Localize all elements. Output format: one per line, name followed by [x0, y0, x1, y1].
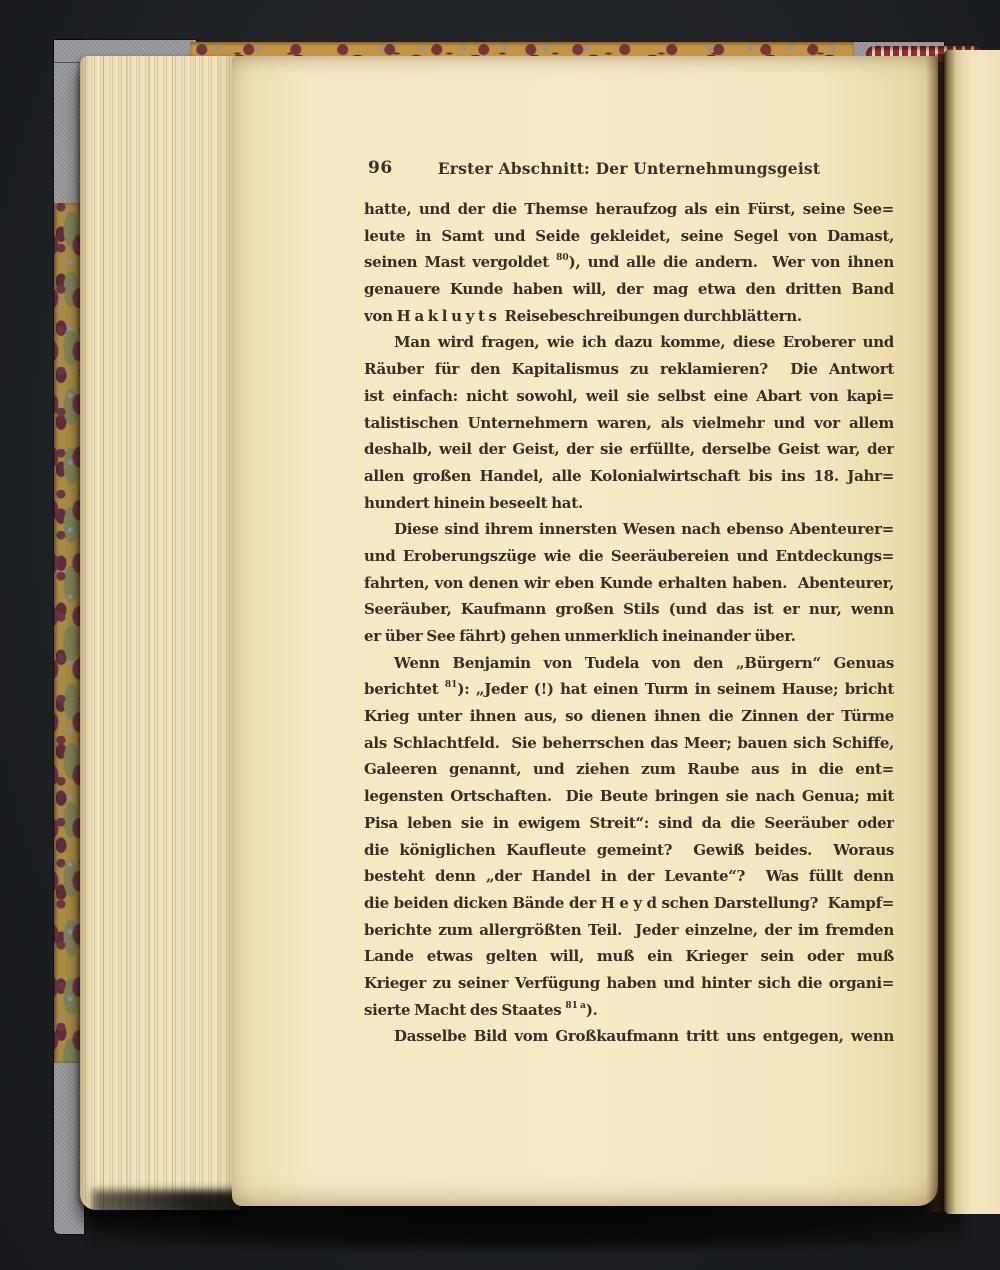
- text-line: Krieg unter ihnen aus, so dienen ihnen die Zinnen der Türme: [364, 707, 894, 726]
- page-edge-fan: [80, 56, 240, 1210]
- text-line: berichtet $^{81}$): „Jeder (!) hat einen Turm in seinem Hause; bricht: [364, 680, 894, 699]
- book-page: [232, 56, 938, 1206]
- text-line: die beiden dicken Bände der H e y d schen Darstellung? Kampf=: [364, 893, 894, 912]
- text-line: Krieger zu seiner Verfügung haben und hinter sich die organi=: [364, 973, 894, 992]
- text-line: genauere Kunde haben will, der mag etwa den dritten Band: [364, 280, 894, 299]
- text-line: fahrten, von denen wir eben Kunde erhalten haben. Abenteurer,: [364, 573, 894, 592]
- text-line: allen großen Handel, alle Kolonialwirtschaft bis ins 18. Jahr=: [364, 466, 894, 485]
- text-line: hundert hinein beseelt hat.: [364, 493, 583, 512]
- text-line: Diese sind ihrem innersten Wesen nach ebenso Abenteurer=: [394, 520, 894, 539]
- text-line: Wenn Benjamin von Tudela von den „Bürgern“ Genuas: [394, 653, 894, 672]
- text-line: und Eroberungszüge wie die Seeräubereien und Entdeckungs=: [364, 546, 894, 565]
- text-line: talistischen Unternehmern waren, als vielmehr und vor allem: [364, 413, 894, 432]
- text-line: Dasselbe Bild vom Großkaufmann tritt uns entgegen, wenn: [394, 1027, 894, 1046]
- page-text: [364, 196, 894, 1076]
- text-line: besteht denn „der Handel in der Levante“? Was füllt denn: [364, 867, 894, 886]
- text-line: Seeräuber, Kaufmann großen Stils (und das ist er nur, wenn: [364, 600, 894, 619]
- text-line: Räuber für den Kapitalismus zu reklamieren? Die Antwort: [364, 360, 894, 379]
- text-line: er über See fährt) gehen unmerklich ineinander über.: [364, 627, 796, 645]
- text-line: Galeeren genannt, und ziehen zum Raube aus in die ent=: [364, 760, 894, 779]
- text-line: ist einfach: nicht sowohl, weil sie selbst eine Abart von kapi=: [364, 386, 894, 405]
- text-line: leute in Samt und Seide gekleidet, seine Segel von Damast,: [364, 226, 894, 245]
- text-line: Pisa leben sie in ewigem Streit“: sind da die Seeräuber oder: [364, 813, 894, 832]
- text-line: hatte, und der die Themse heraufzog als ein Fürst, seine See=: [364, 200, 894, 218]
- text-line: berichte zum allergrößten Teil. Jeder einzelne, der im fremden: [364, 920, 894, 939]
- page-header: [364, 158, 894, 180]
- text-line: die königlichen Kaufleute gemeint? Gewiß beides. Woraus: [364, 840, 894, 859]
- page-number: 96: [368, 158, 393, 178]
- text-line: von H a k l u y t s Reisebeschreibungen durchblättern.: [364, 306, 802, 325]
- text-line: sierte Macht des Staates $^{81 a}$).: [364, 1000, 598, 1019]
- running-header: Erster Abschnitt: Der Unternehmungsgeist: [437, 159, 821, 178]
- text-line: deshalb, weil der Geist, der sie erfüllte, derselbe Geist war, der: [364, 440, 894, 459]
- text-line: Man wird fragen, wie ich dazu komme, diese Eroberer und: [394, 333, 894, 352]
- facing-page-edge: [944, 50, 1000, 1214]
- text-line: als Schlachtfeld. Sie beherrschen das Meer; bauen sich Schiffe,: [364, 733, 894, 752]
- gutter-shadow: [926, 54, 946, 1212]
- text-line: Lande etwas gelten will, muß ein Krieger sein oder muß: [364, 947, 894, 966]
- text-line: seinen Mast vergoldet $^{80}$), und alle die andern. Wer von ihnen: [364, 253, 894, 272]
- text-line: legensten Ortschaften. Die Beute bringen sie nach Genua; mit: [364, 787, 894, 806]
